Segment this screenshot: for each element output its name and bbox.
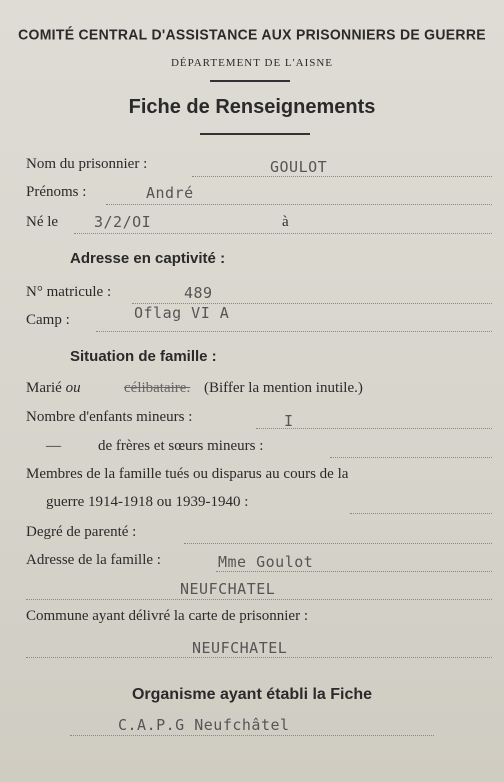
killed-label-line2: guerre 1914-1918 ou 1939-1940 : (46, 494, 249, 510)
children-label: Nombre d'enfants mineurs : (26, 409, 193, 425)
killed-label-line1: Membres de la famille tués ou disparus au cours de la (26, 466, 349, 482)
siblings-line (330, 457, 492, 458)
camp-value: Oflag VI A (134, 304, 230, 322)
siblings-label: de frères et sœurs mineurs : (98, 438, 264, 454)
address-line-2 (26, 599, 492, 600)
family-address-line1: Mme Goulot (218, 553, 314, 571)
firstname-value: André (146, 184, 194, 202)
single-label-struck: célibataire. (124, 380, 191, 396)
married-label-a: Marié (26, 380, 62, 396)
prisoner-name-label: Nom du prisonnier : (26, 156, 148, 172)
born-line (74, 233, 492, 234)
organization-heading: Organisme ayant établi la Fiche (131, 686, 373, 703)
married-label-or: ou (65, 380, 81, 396)
department-name: DÉPARTEMENT DE L'AISNE (170, 57, 334, 69)
family-address-label: Adresse de la famille : (26, 552, 161, 568)
born-at-label: à (282, 214, 289, 230)
camp-label: Camp : (26, 312, 70, 328)
prisoner-name-value: GOULOT (270, 158, 328, 176)
married-label (26, 380, 81, 397)
organization-line (70, 735, 434, 736)
born-label: Né le (26, 214, 59, 230)
address-line-1 (216, 571, 492, 572)
siblings-dash: — (46, 438, 61, 454)
commune-label: Commune ayant délivré la carte de prisonnier : (26, 608, 308, 624)
children-line (256, 428, 492, 429)
family-address-line2: NEUFCHATEL (180, 580, 276, 598)
matricule-label: N° matricule : (26, 284, 112, 300)
header-divider (210, 80, 290, 82)
killed-line (350, 513, 492, 514)
matricule-value: 489 (184, 284, 213, 302)
family-heading: Situation de famille : (70, 348, 217, 365)
relation-label: Degré de parenté : (26, 524, 137, 540)
commune-line (26, 657, 492, 658)
name-line (192, 176, 492, 177)
firstname-line (106, 204, 492, 205)
page-title: Fiche de Renseignements (128, 96, 376, 118)
organization-name: COMITÉ CENTRAL D'ASSISTANCE AUX PRISONNIERS DE GUERRE (18, 25, 486, 43)
captivity-heading: Adresse en captivité : (70, 250, 226, 267)
camp-line (96, 331, 492, 332)
commune-value: NEUFCHATEL (192, 639, 288, 657)
relation-line (184, 543, 492, 544)
firstname-label: Prénoms : (26, 184, 87, 200)
strike-instruction: (Biffer la mention inutile.) (204, 380, 363, 396)
title-divider (200, 133, 310, 135)
children-value: I (284, 412, 294, 430)
organization-value: C.A.P.G Neufchâtel (118, 716, 290, 734)
born-value: 3/2/OI (94, 213, 152, 231)
